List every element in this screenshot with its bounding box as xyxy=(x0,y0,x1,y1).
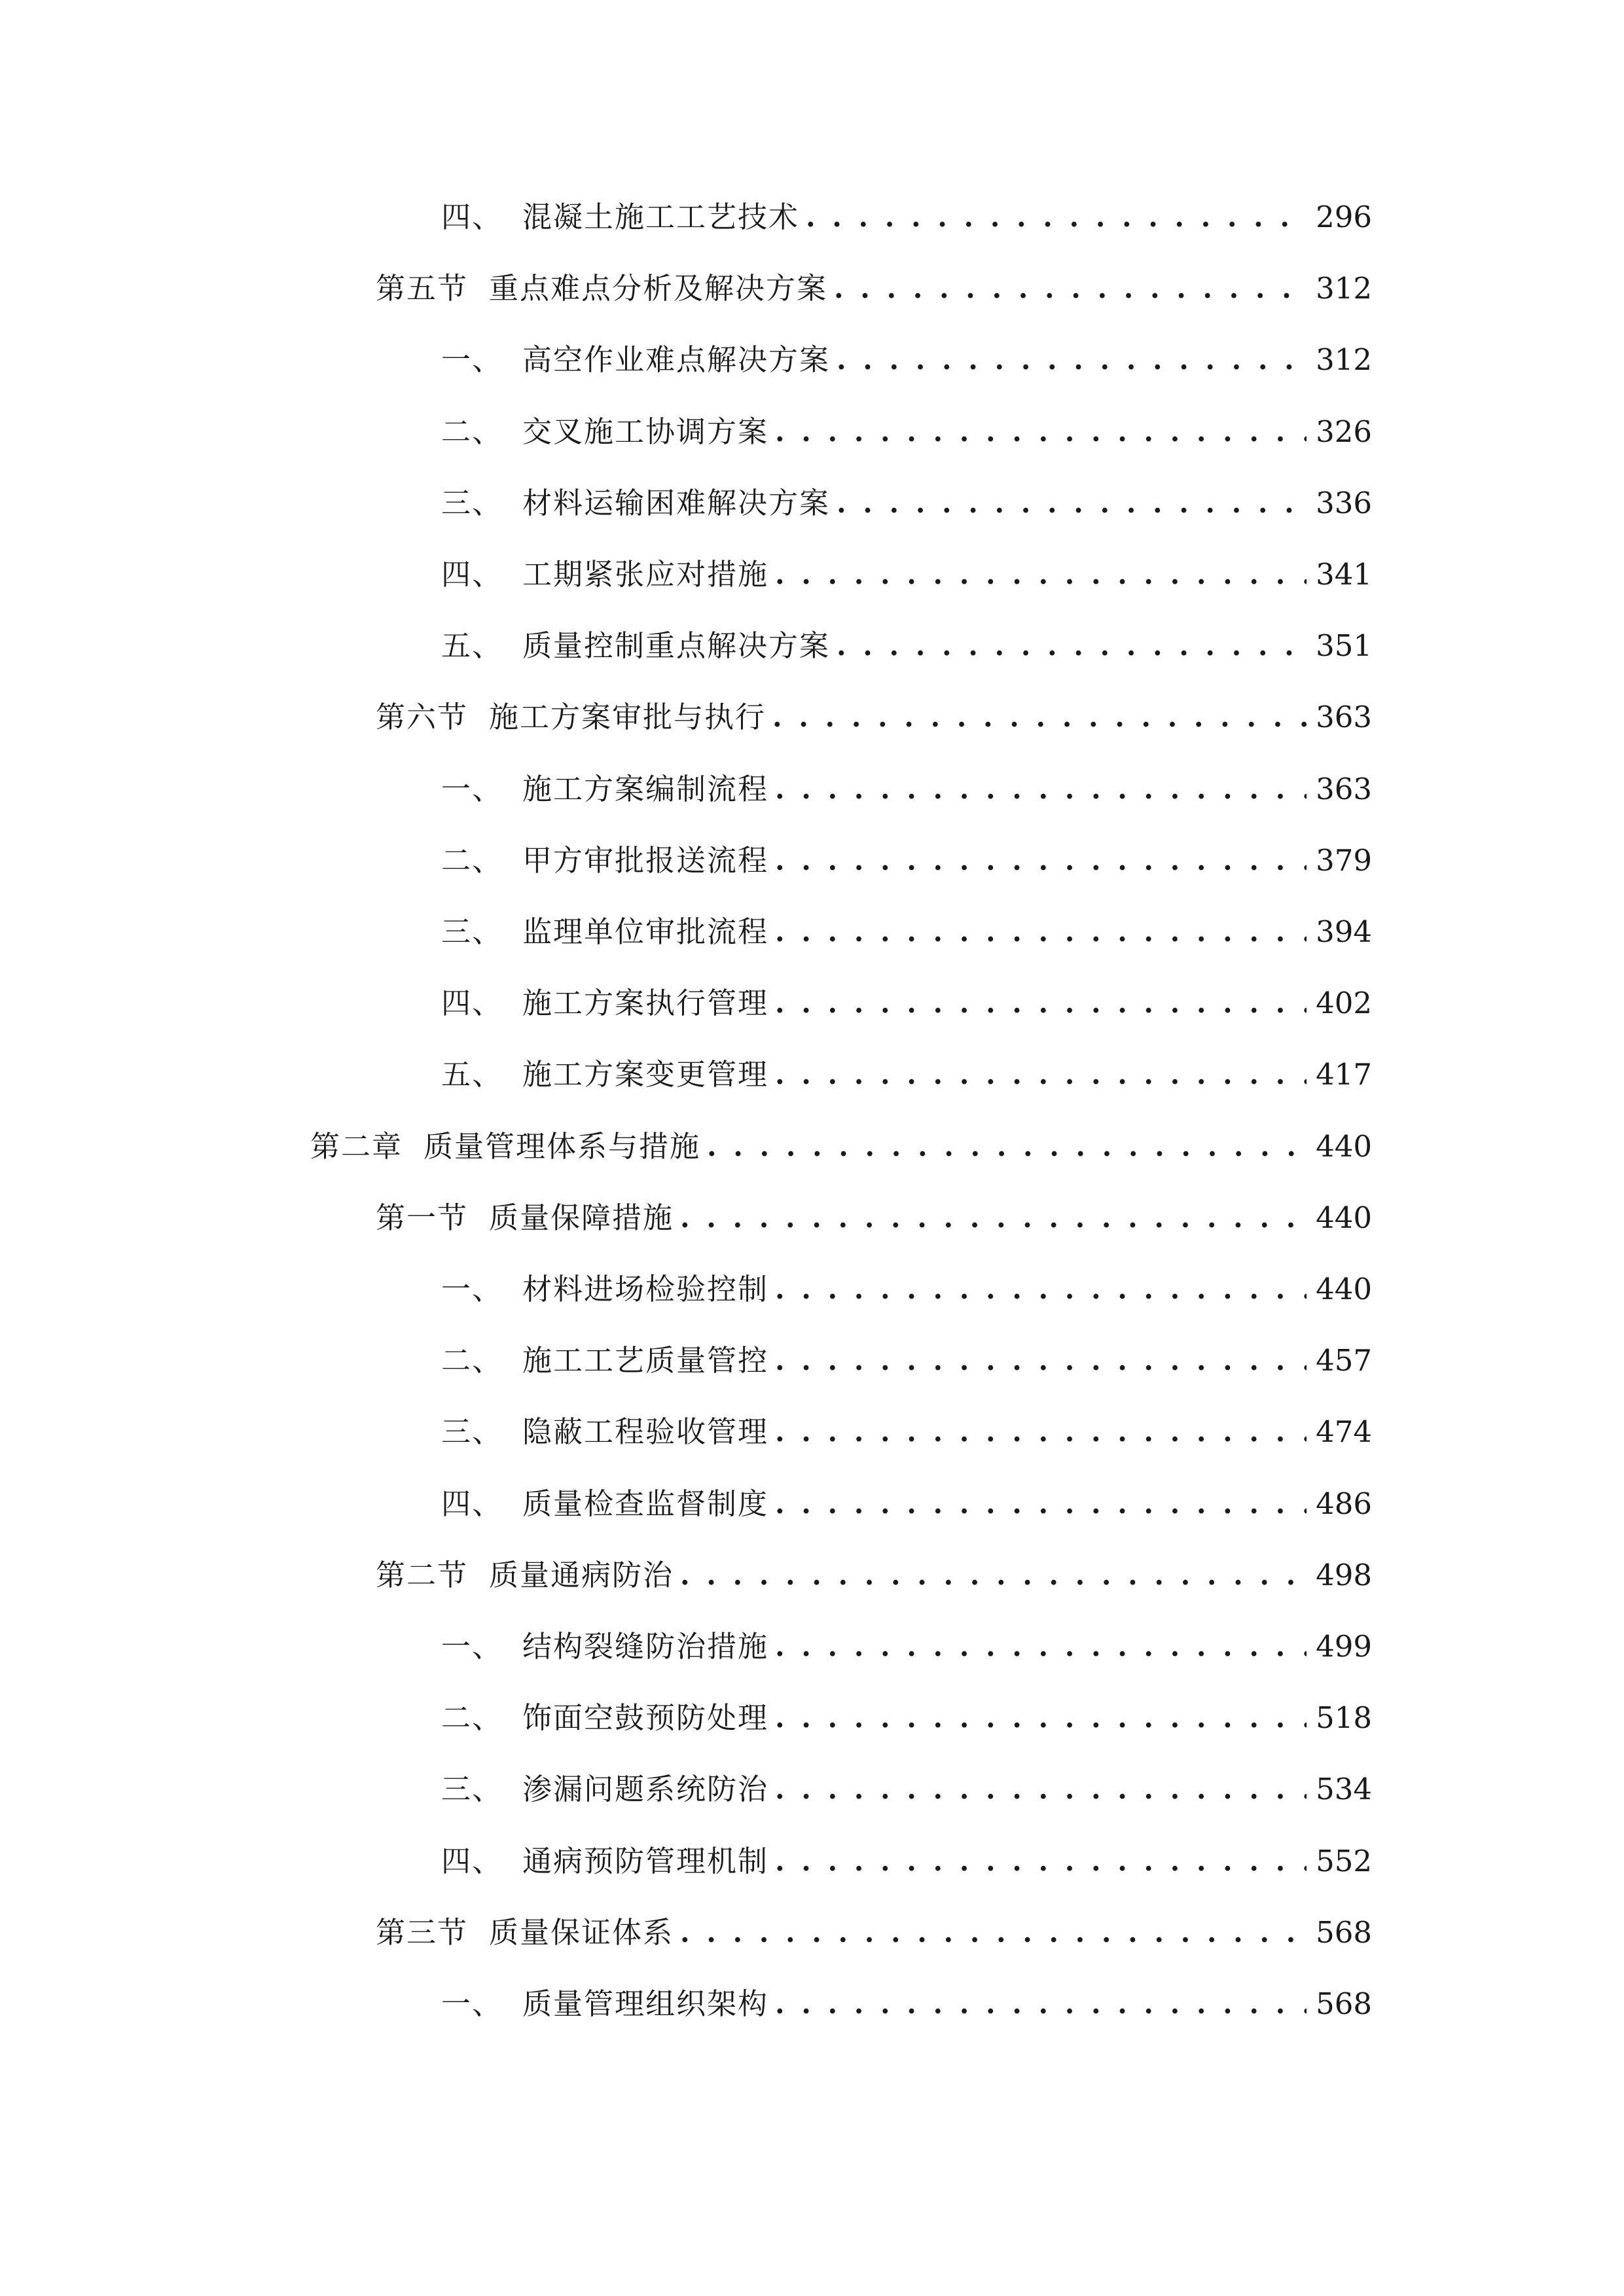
toc-entry-number: 第二章 xyxy=(310,1129,403,1164)
toc-dot-leader xyxy=(775,1478,1307,1530)
toc-dot-leader xyxy=(775,406,1307,458)
toc-entry-page-number: 568 xyxy=(1316,1986,1372,2021)
toc-entry-title: 施工方案变更管理 xyxy=(522,1057,769,1092)
toc-entry-title: 施工方案执行管理 xyxy=(522,986,769,1020)
toc-entry-page-number: 518 xyxy=(1316,1700,1372,1735)
toc-entry-page-number: 296 xyxy=(1316,200,1372,234)
toc-dot-leader xyxy=(775,1263,1307,1316)
toc-entry-page-number: 394 xyxy=(1316,914,1372,949)
toc-entry-number: 第二节 xyxy=(376,1558,469,1592)
toc-dot-leader xyxy=(775,834,1307,887)
toc-entry-title: 质量管理组织架构 xyxy=(522,1986,769,2021)
toc-entry[interactable] xyxy=(376,262,1372,315)
toc-entry-number: 二、 xyxy=(441,1700,503,1735)
toc-entry[interactable] xyxy=(441,1835,1372,1888)
toc-dot-leader xyxy=(775,906,1307,958)
toc-entry-number: 第三节 xyxy=(376,1915,469,1950)
toc-entry-title: 质量检查监督制度 xyxy=(522,1486,769,1521)
toc-dot-leader xyxy=(837,477,1307,529)
toc-entry-page-number: 417 xyxy=(1316,1057,1372,1092)
toc-entry-page-number: 440 xyxy=(1316,1129,1372,1164)
toc-dot-leader xyxy=(772,691,1307,744)
toc-entry-number: 五、 xyxy=(441,628,503,663)
toc-entry-page-number: 379 xyxy=(1316,843,1372,878)
toc-entry-page-number: 474 xyxy=(1316,1414,1372,1449)
toc-entry-number: 一、 xyxy=(441,1629,503,1664)
toc-entry-title: 交叉施工协调方案 xyxy=(522,414,769,449)
toc-entry[interactable] xyxy=(441,1692,1372,1744)
toc-dot-leader xyxy=(775,1049,1307,1101)
toc-entry-number: 四、 xyxy=(441,200,503,234)
toc-entry-number: 四、 xyxy=(441,1486,503,1521)
toc-entry-page-number: 486 xyxy=(1316,1486,1372,1521)
toc-entry-title: 材料运输困难解决方案 xyxy=(522,486,831,520)
toc-entry-number: 第六节 xyxy=(376,700,469,734)
toc-entry-page-number: 336 xyxy=(1316,486,1372,520)
toc-entry[interactable] xyxy=(441,477,1372,529)
toc-entry-page-number: 552 xyxy=(1316,1844,1372,1878)
toc-entry-number: 三、 xyxy=(441,486,503,520)
toc-entry-page-number: 440 xyxy=(1316,1200,1372,1235)
toc-entry-page-number: 312 xyxy=(1316,271,1372,306)
toc-entry[interactable] xyxy=(441,906,1372,958)
toc-entry-title: 施工工艺质量管控 xyxy=(522,1343,769,1378)
toc-entry[interactable] xyxy=(441,1406,1372,1458)
toc-entry[interactable] xyxy=(441,406,1372,458)
toc-dot-leader xyxy=(775,977,1307,1030)
toc-dot-leader xyxy=(680,1192,1307,1244)
toc-entry-title: 高空作业难点解决方案 xyxy=(522,342,831,377)
toc-entry[interactable] xyxy=(441,1049,1372,1101)
toc-dot-leader xyxy=(775,1406,1307,1458)
toc-entry-title: 渗漏问题系统防治 xyxy=(522,1772,769,1806)
toc-entry[interactable] xyxy=(441,1263,1372,1316)
toc-entry-title: 监理单位审批流程 xyxy=(522,914,769,949)
toc-entry-title: 施工方案编制流程 xyxy=(522,772,769,806)
toc-dot-leader xyxy=(775,1763,1307,1816)
toc-entry-page-number: 498 xyxy=(1316,1558,1372,1592)
toc-dot-leader xyxy=(837,334,1307,386)
toc-entry-title: 质量控制重点解决方案 xyxy=(522,628,831,663)
toc-entry-page-number: 363 xyxy=(1316,772,1372,806)
toc-entry[interactable] xyxy=(441,1335,1372,1387)
toc-entry[interactable] xyxy=(310,1121,1372,1173)
toc-entry-number: 第一节 xyxy=(376,1200,469,1235)
toc-entry[interactable] xyxy=(376,1549,1372,1602)
toc-entry[interactable] xyxy=(376,691,1372,744)
toc-entry-number: 五、 xyxy=(441,1057,503,1092)
toc-entry[interactable] xyxy=(441,191,1372,243)
toc-entry-title: 工期紧张应对措施 xyxy=(522,557,769,592)
toc-entry[interactable] xyxy=(376,1907,1372,1959)
toc-entry-title: 材料进场检验控制 xyxy=(522,1272,769,1306)
toc-entry[interactable] xyxy=(441,1763,1372,1816)
toc-entry-number: 一、 xyxy=(441,1272,503,1306)
toc-entry[interactable] xyxy=(441,1478,1372,1530)
toc-entry-page-number: 326 xyxy=(1316,414,1372,449)
toc-entry[interactable] xyxy=(441,1621,1372,1673)
toc-entry-page-number: 534 xyxy=(1316,1772,1372,1806)
toc-entry-page-number: 568 xyxy=(1316,1915,1372,1950)
toc-entry[interactable] xyxy=(376,1192,1372,1244)
toc-entry-title: 施工方案审批与执行 xyxy=(489,700,767,734)
toc-entry-number: 三、 xyxy=(441,1414,503,1449)
toc-entry-number: 四、 xyxy=(441,557,503,592)
toc-entry-page-number: 363 xyxy=(1316,700,1372,734)
toc-entry[interactable] xyxy=(441,620,1372,672)
toc-entry-title: 质量通病防治 xyxy=(489,1558,674,1592)
toc-entry-title: 通病预防管理机制 xyxy=(522,1844,769,1878)
toc-entry-page-number: 440 xyxy=(1316,1272,1372,1306)
toc-dot-leader xyxy=(775,1335,1307,1387)
toc-dot-leader xyxy=(680,1907,1307,1959)
toc-dot-leader xyxy=(806,191,1307,243)
toc-entry-title: 隐蔽工程验收管理 xyxy=(522,1414,769,1449)
toc-entry-title: 饰面空鼓预防处理 xyxy=(522,1700,769,1735)
toc-dot-leader xyxy=(834,262,1307,315)
toc-dot-leader xyxy=(775,548,1307,601)
toc-entry-number: 一、 xyxy=(441,342,503,377)
toc-dot-leader xyxy=(775,1621,1307,1673)
toc-entry-number: 三、 xyxy=(441,914,503,949)
toc-entry[interactable] xyxy=(441,977,1372,1030)
toc-entry-title: 混凝土施工工艺技术 xyxy=(522,200,800,234)
toc-entry-number: 一、 xyxy=(441,772,503,806)
toc-entry-number: 第五节 xyxy=(376,271,469,306)
toc-entry-number: 二、 xyxy=(441,414,503,449)
toc-entry-number: 二、 xyxy=(441,1343,503,1378)
toc-entry-page-number: 312 xyxy=(1316,342,1372,377)
toc-entry-number: 二、 xyxy=(441,843,503,878)
toc-entry-title: 结构裂缝防治措施 xyxy=(522,1629,769,1664)
toc-dot-leader xyxy=(707,1121,1307,1173)
toc-entry-page-number: 351 xyxy=(1316,628,1372,663)
toc-dot-leader xyxy=(775,1835,1307,1888)
toc-entry-title: 质量保证体系 xyxy=(489,1915,674,1950)
toc-entry[interactable] xyxy=(441,1978,1372,2030)
toc-entry-title: 质量管理体系与措施 xyxy=(424,1129,701,1164)
toc-entry[interactable] xyxy=(441,548,1372,601)
toc-entry[interactable] xyxy=(441,334,1372,386)
toc-entry-page-number: 341 xyxy=(1316,557,1372,592)
toc-entry[interactable] xyxy=(441,834,1372,887)
toc-entry-number: 四、 xyxy=(441,986,503,1020)
toc-dot-leader xyxy=(775,763,1307,816)
toc-entry-title: 甲方审批报送流程 xyxy=(522,843,769,878)
toc-entry-title: 质量保障措施 xyxy=(489,1200,674,1235)
toc-dot-leader xyxy=(775,1978,1307,2030)
toc-dot-leader xyxy=(680,1549,1307,1602)
toc-entry-number: 四、 xyxy=(441,1844,503,1878)
toc-entry-page-number: 402 xyxy=(1316,986,1372,1020)
toc-entry[interactable] xyxy=(441,763,1372,816)
toc-entry-page-number: 499 xyxy=(1316,1629,1372,1664)
toc-entry-title: 重点难点分析及解决方案 xyxy=(489,271,828,306)
toc-entry-number: 一、 xyxy=(441,1986,503,2021)
toc-dot-leader xyxy=(775,1692,1307,1744)
toc-entry-number: 三、 xyxy=(441,1772,503,1806)
toc-dot-leader xyxy=(837,620,1307,672)
toc-entry-page-number: 457 xyxy=(1316,1343,1372,1378)
